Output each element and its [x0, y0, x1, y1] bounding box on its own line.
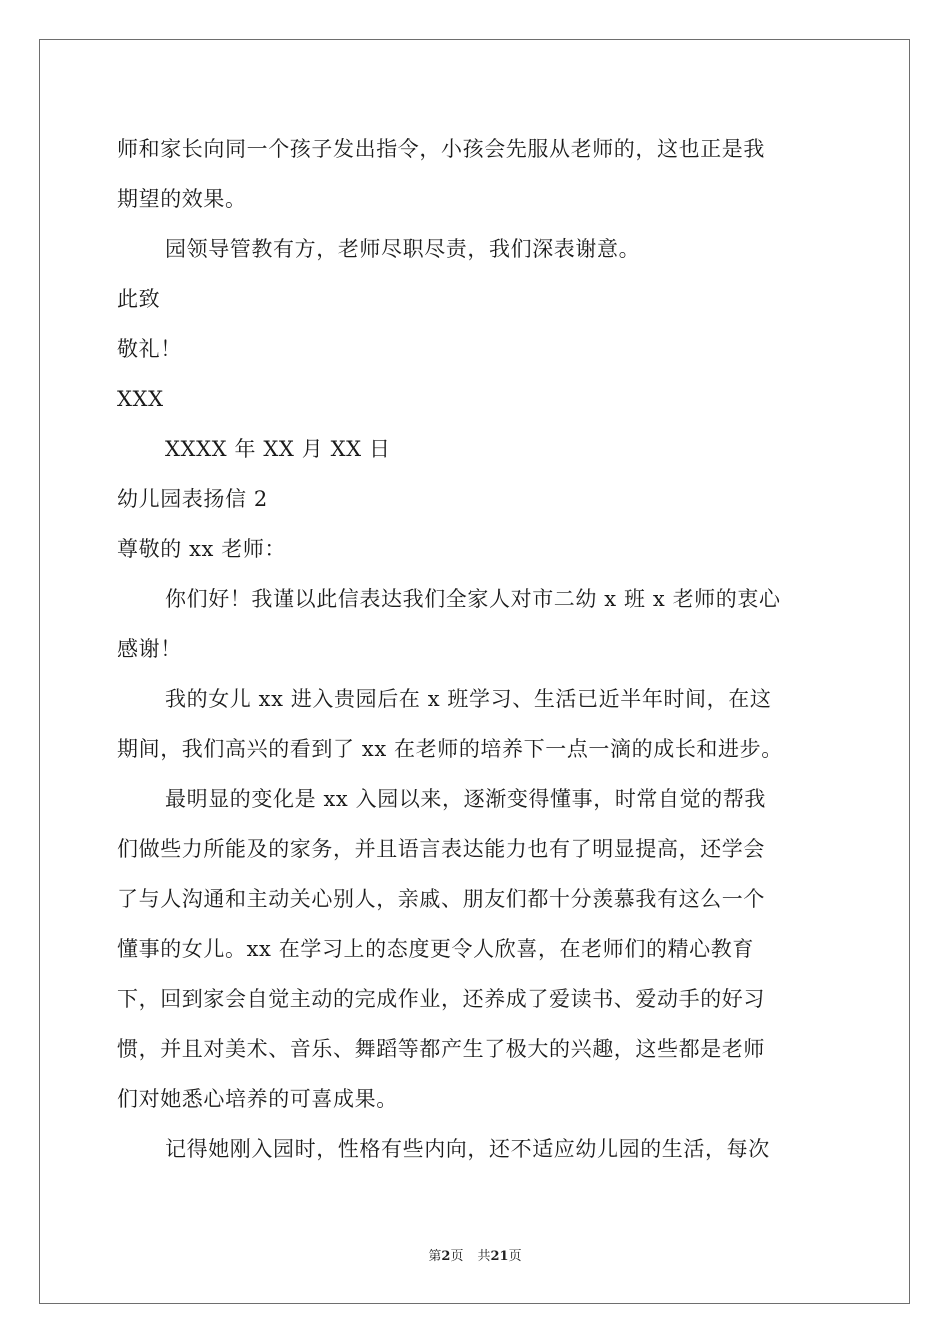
- paragraph-line: 我的女儿 xx 进入贵园后在 x 班学习、生活已近半年时间，在这: [165, 687, 772, 711]
- page-suffix: 页: [450, 1249, 464, 1264]
- paragraph-line: 们做些力所能及的家务，并且语言表达能力也有了明显提高，还学会: [117, 837, 765, 861]
- closing-respect: 敬礼！: [117, 337, 182, 361]
- paragraph-line: 了与人沟通和主动关心别人，亲戚、朋友们都十分羡慕我有这么一个: [117, 887, 765, 911]
- paragraph-line: 园领导管教有方，老师尽职尽责，我们深表谢意。: [165, 237, 641, 261]
- paragraph-line: 你们好！我谨以此信表达我们全家人对市二幼 x 班 x 老师的衷心: [165, 587, 781, 611]
- section-title: 幼儿园表扬信 2: [117, 487, 268, 511]
- signature-name: XXX: [117, 387, 164, 411]
- paragraph-line: 期间，我们高兴的看到了 xx 在老师的培养下一点一滴的成长和进步。: [117, 737, 783, 761]
- total-prefix: 共: [477, 1249, 491, 1264]
- page-footer: [0, 1248, 950, 1266]
- paragraph-line: 感谢！: [117, 637, 182, 661]
- paragraph-line: 下，回到家会自觉主动的完成作业，还养成了爱读书、爱动手的好习: [117, 987, 765, 1011]
- document-body: [117, 124, 837, 1174]
- paragraph-line: 们对她悉心培养的可喜成果。: [117, 1087, 398, 1111]
- signature-date: XXXX 年 XX 月 XX 日: [165, 437, 391, 461]
- total-suffix: 页: [508, 1249, 522, 1264]
- paragraph-line: 惯，并且对美术、音乐、舞蹈等都产生了极大的兴趣，这些都是老师: [117, 1037, 765, 1061]
- paragraph-line: 最明显的变化是 xx 入园以来，逐渐变得懂事，时常自觉的帮我: [165, 787, 767, 811]
- page-prefix: 第: [428, 1249, 442, 1264]
- paragraph-line: 记得她刚入园时，性格有些内向，还不适应幼儿园的生活，每次: [165, 1137, 770, 1161]
- paragraph-line: 师和家长向同一个孩子发出指令，小孩会先服从老师的，这也正是我: [117, 137, 765, 161]
- greeting: 尊敬的 xx 老师：: [117, 537, 287, 561]
- paragraph-line: 懂事的女儿。xx 在学习上的态度更令人欣喜，在老师们的精心教育: [117, 937, 754, 961]
- closing-salutation: 此致: [117, 287, 161, 311]
- page-number: 2: [441, 1249, 451, 1264]
- total-pages: 21: [490, 1249, 509, 1264]
- paragraph-line: 期望的效果。: [117, 187, 247, 211]
